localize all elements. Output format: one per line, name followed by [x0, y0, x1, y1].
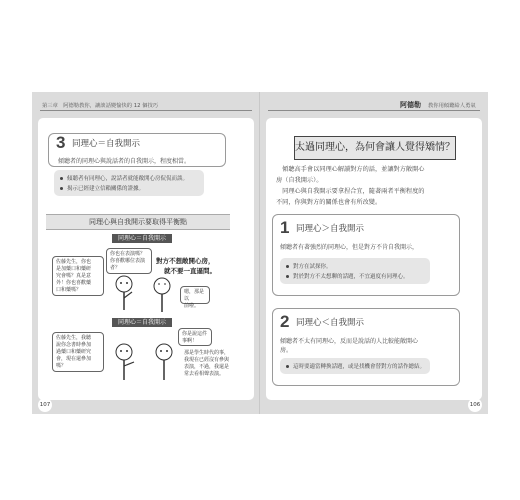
- comic2-bubble-right-top: 你是說這件 事啊！: [178, 328, 212, 346]
- comic2-figures: [102, 340, 186, 388]
- comic1-bubble-center: 你也在表演嗎？ 你喜歡哪位表演 者？: [106, 248, 152, 274]
- box-number: 3: [56, 133, 66, 152]
- running-head-brand: 阿德勒: [400, 101, 421, 109]
- right-page: [260, 92, 488, 414]
- left-content-card: [38, 118, 254, 400]
- bullet-item: 對於對方不太想聊的話題，不宜過度有同理心。: [286, 272, 409, 280]
- comic1-tag: 同理心＝自我開示: [112, 234, 172, 243]
- page-number-left: 107: [38, 398, 52, 412]
- running-head-rule: [40, 110, 252, 111]
- bullet-item: 揭示已經建立信賴關係的證據。: [60, 184, 144, 192]
- left-page: [32, 92, 260, 414]
- box-text: 傾聽者有著強烈的同理心，但是對方不肯自我開示，: [280, 244, 419, 251]
- comic1-figures: [102, 274, 192, 314]
- comic1-bubble-right: 嗯，那是以 前啦。: [180, 286, 210, 304]
- bullet-item: 這時要適當轉換話題，或是找機會替對方的話作總結。: [286, 362, 425, 370]
- comic2-tag: 同理心＝自我開示: [112, 318, 172, 327]
- comic1-caption-1: 對方不想敞開心房，: [156, 257, 215, 265]
- bullet-item: 傾聽者有同理心，說話者就能敞開心房侃侃而談。: [60, 174, 188, 182]
- box-title: 同理心＜自我開示: [296, 318, 365, 328]
- box-number: 2: [280, 312, 290, 331]
- book-spread: [32, 92, 488, 414]
- box-text: 傾聽者的同理心與說話者的自我開示，程度相當。: [58, 158, 191, 165]
- running-head-right: 教你用傾聽給人勇氣: [428, 103, 476, 109]
- comic2-bubble-left: 佐藤先生，我聽 說你念書時參加 過藥口和藥研究 會，現在還參加 嗎？: [52, 332, 104, 372]
- box-title: 同理心＞自我開示: [296, 224, 365, 234]
- bullet-item: 對方在試探你。: [286, 262, 332, 270]
- comic1-bubble-left: 佐藤先生，你也 是加藥口和藥研 究會嗎？真是意 外！你也喜歡藥 口和藥嗎？: [52, 256, 104, 296]
- section-heading: 同理心與自我開示要取得平衡點: [46, 214, 230, 230]
- comic2-text: 那是學生時代的事， 我現在已經沒有參與 表演，不過，我還是 常去看相聲表演。: [184, 350, 230, 377]
- running-head-rule: [268, 110, 480, 111]
- right-content-card: [266, 118, 482, 400]
- comic1-caption-2: 就不要一直逼問。: [164, 267, 216, 275]
- section-title: 太過同理心，為何會讓人覺得矯情？: [294, 136, 456, 160]
- box-title: 同理心＝自我開示: [72, 139, 141, 149]
- box-number: 1: [280, 218, 290, 237]
- page-number-right: 106: [468, 398, 482, 412]
- box-text: 房。: [280, 347, 293, 354]
- intro-paragraph: 傾聽高手會以同理心解讀對方的話，並讓對方敞開心 房（自我開示）。 同理心與自我開示要拿捏合宜，隨著兩者平衡程度的 不同，你與對方的關係也會有所改變。: [276, 166, 425, 206]
- box-text: 傾聽者不太有同理心，反而是說話的人比較能敞開心: [280, 338, 419, 345]
- running-head-left: 第三章 阿德勒教你，讓談話變愉快的 12 個技巧: [42, 103, 159, 109]
